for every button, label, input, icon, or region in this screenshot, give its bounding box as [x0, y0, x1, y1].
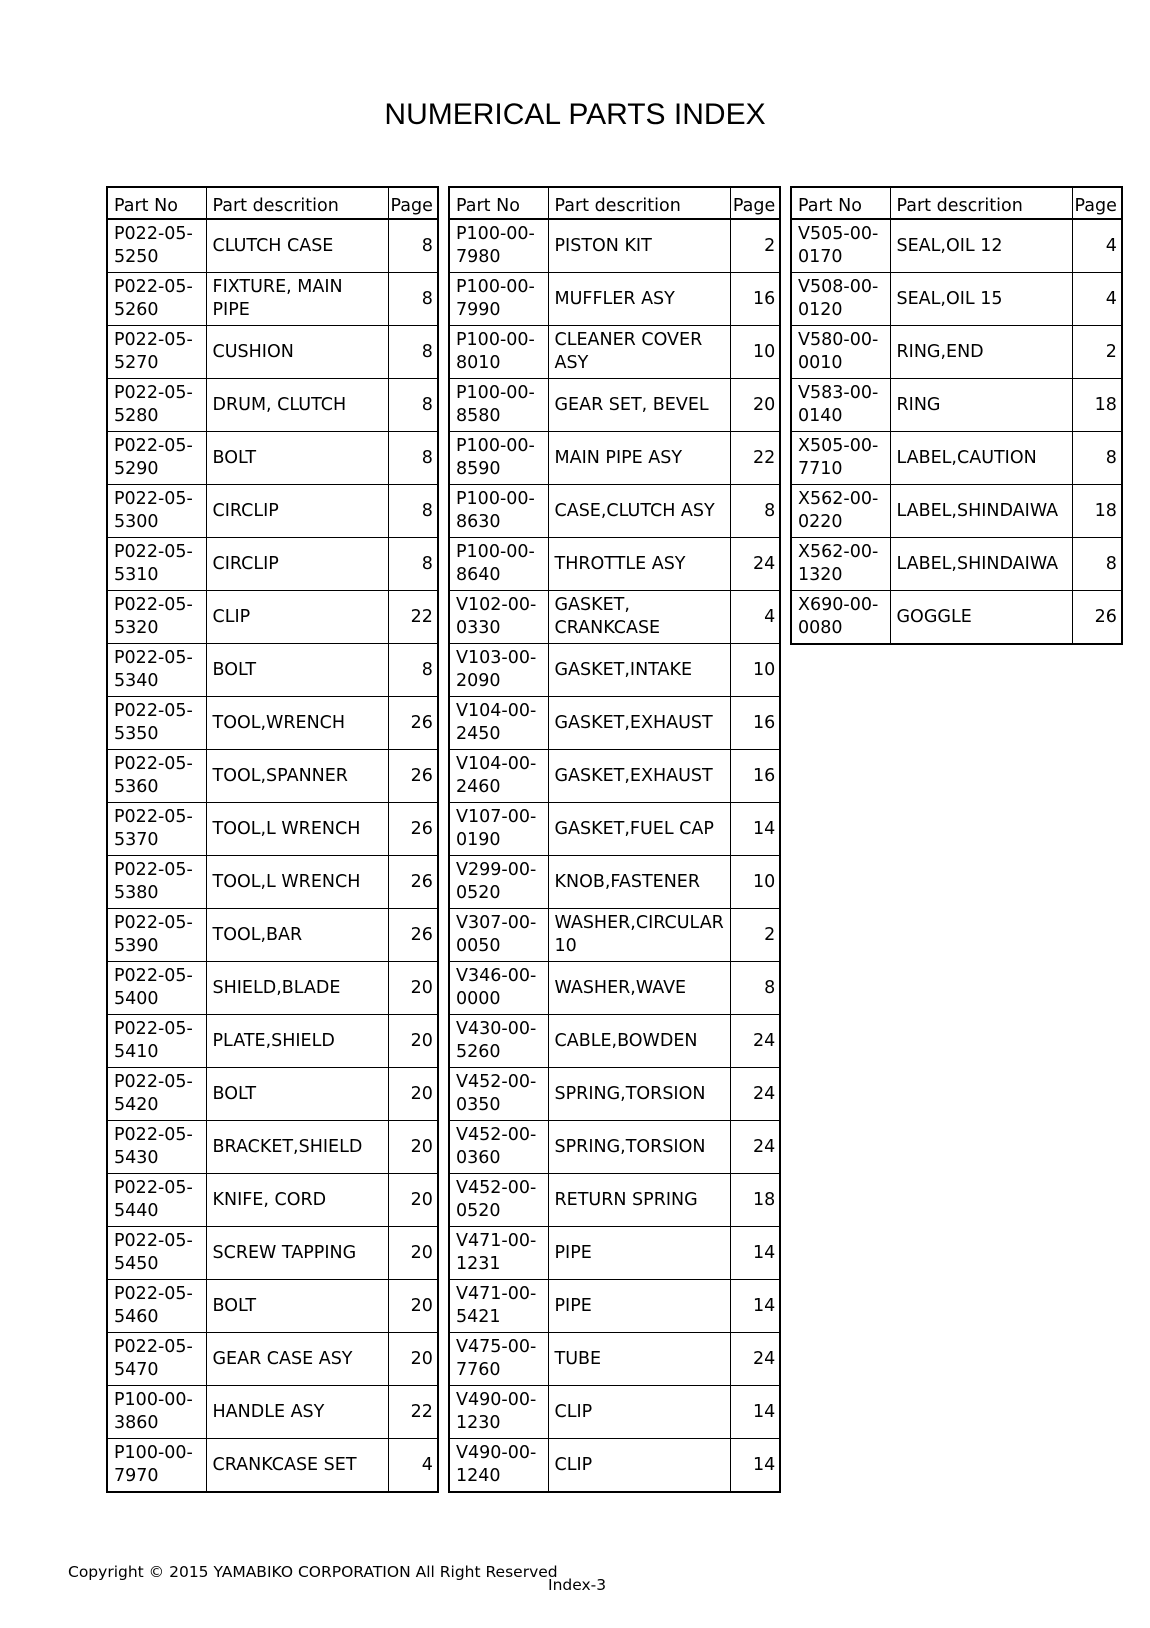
part-description-cell: BOLT	[206, 644, 388, 697]
page-cell: 8	[388, 219, 438, 273]
page-cell: 20	[388, 1068, 438, 1121]
page-cell: 4	[1072, 273, 1122, 326]
part-number-cell: P022-05-5260	[107, 273, 206, 326]
part-number-cell: P022-05-5250	[107, 219, 206, 273]
table-row	[107, 1227, 438, 1280]
part-description-cell: DRUM, CLUTCH	[206, 379, 388, 432]
table-row	[107, 1174, 438, 1227]
part-number-cell: V471-00-1231	[449, 1227, 548, 1280]
part-description-cell: BOLT	[206, 1068, 388, 1121]
part-description-cell: FIXTURE, MAIN PIPE	[206, 273, 388, 326]
page-cell: 16	[730, 750, 780, 803]
part-number-cell: X690-00-0080	[791, 591, 890, 645]
part-number-cell: P022-05-5420	[107, 1068, 206, 1121]
table-row	[449, 538, 780, 591]
table-row	[449, 1121, 780, 1174]
part-number-cell: P022-05-5340	[107, 644, 206, 697]
table-row	[107, 1015, 438, 1068]
part-description-cell: TOOL,WRENCH	[206, 697, 388, 750]
page-cell: 2	[1072, 326, 1122, 379]
part-number-cell: P022-05-5390	[107, 909, 206, 962]
table-row	[449, 1333, 780, 1386]
part-description-cell: GOGGLE	[890, 591, 1072, 645]
table-row	[449, 1068, 780, 1121]
page-cell: 18	[730, 1174, 780, 1227]
part-number-cell: P022-05-5300	[107, 485, 206, 538]
part-number-cell: P100-00-8580	[449, 379, 548, 432]
table-row	[107, 432, 438, 485]
page-cell: 8	[388, 485, 438, 538]
table-row	[449, 909, 780, 962]
part-number-cell: V430-00-5260	[449, 1015, 548, 1068]
header-row	[791, 187, 1122, 219]
header-part-description: Part descrition	[890, 187, 1072, 219]
page-cell: 14	[730, 1439, 780, 1493]
page-cell: 10	[730, 326, 780, 379]
part-number-cell: V490-00-1240	[449, 1439, 548, 1493]
part-description-cell: WASHER,WAVE	[548, 962, 730, 1015]
part-number-cell: P022-05-5310	[107, 538, 206, 591]
table-row	[449, 697, 780, 750]
table-row	[449, 750, 780, 803]
part-number-cell: P022-05-5270	[107, 326, 206, 379]
part-number-cell: P100-00-7990	[449, 273, 548, 326]
part-description-cell: CLUTCH CASE	[206, 219, 388, 273]
page-cell: 4	[730, 591, 780, 644]
part-number-cell: P100-00-8640	[449, 538, 548, 591]
part-number-cell: P022-05-5320	[107, 591, 206, 644]
page-cell: 26	[1072, 591, 1122, 645]
part-number-cell: P022-05-5470	[107, 1333, 206, 1386]
table-row	[791, 432, 1122, 485]
part-description-cell: GEAR SET, BEVEL	[548, 379, 730, 432]
page-cell: 18	[1072, 485, 1122, 538]
part-description-cell: TOOL,L WRENCH	[206, 803, 388, 856]
table-row	[449, 219, 780, 273]
part-number-cell: P100-00-8590	[449, 432, 548, 485]
part-description-cell: THROTTLE ASY	[548, 538, 730, 591]
part-number-cell: V583-00-0140	[791, 379, 890, 432]
table-row	[449, 1386, 780, 1439]
page-cell: 8	[730, 962, 780, 1015]
table-row	[107, 697, 438, 750]
part-description-cell: CUSHION	[206, 326, 388, 379]
table-row	[107, 485, 438, 538]
header-row	[449, 187, 780, 219]
header-page: Page	[1072, 187, 1122, 219]
header-part-description: Part descrition	[548, 187, 730, 219]
table-row	[107, 1333, 438, 1386]
part-number-cell: V471-00-5421	[449, 1280, 548, 1333]
table-row	[791, 273, 1122, 326]
part-description-cell: BOLT	[206, 1280, 388, 1333]
page-cell: 14	[730, 803, 780, 856]
part-description-cell: RING,END	[890, 326, 1072, 379]
table-row	[107, 909, 438, 962]
part-number-cell: X562-00-1320	[791, 538, 890, 591]
part-number-cell: P100-00-8010	[449, 326, 548, 379]
part-number-cell: P100-00-8630	[449, 485, 548, 538]
part-number-cell: P022-05-5380	[107, 856, 206, 909]
page-cell: 22	[730, 432, 780, 485]
page-cell: 26	[388, 856, 438, 909]
table-row	[449, 591, 780, 644]
part-description-cell: PIPE	[548, 1280, 730, 1333]
page-cell: 24	[730, 1068, 780, 1121]
part-number-cell: P022-05-5410	[107, 1015, 206, 1068]
part-description-cell: SPRING,TORSION	[548, 1121, 730, 1174]
page-cell: 20	[730, 379, 780, 432]
header-page: Page	[388, 187, 438, 219]
table-row	[107, 856, 438, 909]
part-description-cell: GASKET,INTAKE	[548, 644, 730, 697]
part-number-cell: P022-05-5430	[107, 1121, 206, 1174]
parts-table-col-1	[106, 186, 439, 1493]
part-description-cell: TOOL,BAR	[206, 909, 388, 962]
page-cell: 8	[730, 485, 780, 538]
part-number-cell: V104-00-2450	[449, 697, 548, 750]
part-number-cell: P022-05-5290	[107, 432, 206, 485]
part-number-cell: P022-05-5370	[107, 803, 206, 856]
table-row	[107, 644, 438, 697]
part-number-cell: V346-00-0000	[449, 962, 548, 1015]
page-cell: 8	[388, 273, 438, 326]
part-description-cell: TOOL,L WRENCH	[206, 856, 388, 909]
part-description-cell: TUBE	[548, 1333, 730, 1386]
table-row	[107, 1280, 438, 1333]
parts-table-col-3	[790, 186, 1123, 645]
part-description-cell: SEAL,OIL 15	[890, 273, 1072, 326]
part-description-cell: CIRCLIP	[206, 485, 388, 538]
part-number-cell: P022-05-5450	[107, 1227, 206, 1280]
part-description-cell: SCREW TAPPING	[206, 1227, 388, 1280]
page-cell: 10	[730, 856, 780, 909]
page-cell: 20	[388, 1333, 438, 1386]
part-number-cell: V508-00-0120	[791, 273, 890, 326]
table-row	[107, 591, 438, 644]
part-number-cell: P022-05-5360	[107, 750, 206, 803]
part-number-cell: P100-00-7970	[107, 1439, 206, 1493]
part-number-cell: V452-00-0350	[449, 1068, 548, 1121]
page-cell: 10	[730, 644, 780, 697]
part-number-cell: X505-00-7710	[791, 432, 890, 485]
table-row	[107, 1121, 438, 1174]
part-description-cell: GASKET, CRANKCASE	[548, 591, 730, 644]
page-cell: 20	[388, 962, 438, 1015]
page-cell: 26	[388, 750, 438, 803]
table-row	[449, 644, 780, 697]
part-description-cell: PIPE	[548, 1227, 730, 1280]
part-description-cell: SPRING,TORSION	[548, 1068, 730, 1121]
page-cell: 14	[730, 1386, 780, 1439]
page-cell: 4	[1072, 219, 1122, 273]
page-cell: 2	[730, 909, 780, 962]
page-cell: 22	[388, 1386, 438, 1439]
page-title: NUMERICAL PARTS INDEX	[384, 98, 766, 131]
part-number-cell: P100-00-3860	[107, 1386, 206, 1439]
page-cell: 2	[730, 219, 780, 273]
part-number-cell: X562-00-0220	[791, 485, 890, 538]
part-description-cell: LABEL,SHINDAIWA	[890, 485, 1072, 538]
table-row	[449, 1439, 780, 1493]
table-row	[107, 219, 438, 273]
header-part-description: Part descrition	[206, 187, 388, 219]
table-row	[791, 219, 1122, 273]
page-cell: 20	[388, 1227, 438, 1280]
part-description-cell: PISTON KIT	[548, 219, 730, 273]
page-cell: 26	[388, 909, 438, 962]
page-number: Index-3	[548, 1576, 607, 1594]
part-number-cell: V490-00-1230	[449, 1386, 548, 1439]
page-cell: 16	[730, 697, 780, 750]
table-row	[791, 485, 1122, 538]
part-number-cell: V299-00-0520	[449, 856, 548, 909]
part-description-cell: BOLT	[206, 432, 388, 485]
page-cell: 18	[1072, 379, 1122, 432]
page-cell: 16	[730, 273, 780, 326]
part-description-cell: PLATE,SHIELD	[206, 1015, 388, 1068]
part-description-cell: CLIP	[206, 591, 388, 644]
part-number-cell: P022-05-5400	[107, 962, 206, 1015]
part-description-cell: KNIFE, CORD	[206, 1174, 388, 1227]
page-cell: 20	[388, 1015, 438, 1068]
page-cell: 8	[388, 379, 438, 432]
part-description-cell: CRANKCASE SET	[206, 1439, 388, 1493]
part-number-cell: V104-00-2460	[449, 750, 548, 803]
part-description-cell: TOOL,SPANNER	[206, 750, 388, 803]
part-number-cell: V452-00-0360	[449, 1121, 548, 1174]
page-cell: 24	[730, 538, 780, 591]
table-row	[449, 326, 780, 379]
page-cell: 8	[388, 432, 438, 485]
part-number-cell: P022-05-5280	[107, 379, 206, 432]
page-cell: 22	[388, 591, 438, 644]
part-description-cell: GASKET,EXHAUST	[548, 697, 730, 750]
part-number-cell: V103-00-2090	[449, 644, 548, 697]
part-description-cell: MUFFLER ASY	[548, 273, 730, 326]
part-description-cell: CLIP	[548, 1439, 730, 1493]
part-description-cell: CABLE,BOWDEN	[548, 1015, 730, 1068]
part-description-cell: LABEL,SHINDAIWA	[890, 538, 1072, 591]
part-number-cell: V475-00-7760	[449, 1333, 548, 1386]
header-page: Page	[730, 187, 780, 219]
part-description-cell: MAIN PIPE ASY	[548, 432, 730, 485]
page-cell: 24	[730, 1121, 780, 1174]
header-part-no: Part No	[107, 187, 206, 219]
table-row	[449, 1227, 780, 1280]
page-cell: 14	[730, 1280, 780, 1333]
page-cell: 20	[388, 1121, 438, 1174]
page-cell: 4	[388, 1439, 438, 1493]
table-row	[449, 1015, 780, 1068]
part-description-cell: SHIELD,BLADE	[206, 962, 388, 1015]
header-part-no: Part No	[791, 187, 890, 219]
table-row	[107, 962, 438, 1015]
page-cell: 8	[1072, 432, 1122, 485]
part-description-cell: GEAR CASE ASY	[206, 1333, 388, 1386]
page-cell: 24	[730, 1015, 780, 1068]
part-number-cell: V102-00-0330	[449, 591, 548, 644]
part-description-cell: SEAL,OIL 12	[890, 219, 1072, 273]
table-row	[107, 803, 438, 856]
page-cell: 8	[388, 538, 438, 591]
table-row	[449, 1174, 780, 1227]
part-description-cell: CLEANER COVER ASY	[548, 326, 730, 379]
part-description-cell: BRACKET,SHIELD	[206, 1121, 388, 1174]
page-cell: 26	[388, 803, 438, 856]
table-row	[107, 379, 438, 432]
page-cell: 8	[388, 644, 438, 697]
part-number-cell: P022-05-5440	[107, 1174, 206, 1227]
part-number-cell: V307-00-0050	[449, 909, 548, 962]
part-number-cell: V505-00-0170	[791, 219, 890, 273]
table-row	[449, 273, 780, 326]
table-row	[449, 379, 780, 432]
part-description-cell: CIRCLIP	[206, 538, 388, 591]
table-row	[449, 962, 780, 1015]
part-number-cell: V107-00-0190	[449, 803, 548, 856]
part-description-cell: KNOB,FASTENER	[548, 856, 730, 909]
table-row	[791, 538, 1122, 591]
part-number-cell: P022-05-5460	[107, 1280, 206, 1333]
table-row	[107, 1439, 438, 1493]
part-description-cell: HANDLE ASY	[206, 1386, 388, 1439]
table-row	[449, 803, 780, 856]
part-description-cell: GASKET,EXHAUST	[548, 750, 730, 803]
table-row	[107, 750, 438, 803]
part-number-cell: V452-00-0520	[449, 1174, 548, 1227]
page-cell: 14	[730, 1227, 780, 1280]
table-row	[449, 856, 780, 909]
part-number-cell: P022-05-5350	[107, 697, 206, 750]
page-cell: 20	[388, 1280, 438, 1333]
table-row	[449, 1280, 780, 1333]
table-row	[107, 1068, 438, 1121]
table-row	[449, 432, 780, 485]
part-number-cell: P100-00-7980	[449, 219, 548, 273]
part-description-cell: CASE,CLUTCH ASY	[548, 485, 730, 538]
page-cell: 26	[388, 697, 438, 750]
header-part-no: Part No	[449, 187, 548, 219]
part-description-cell: WASHER,CIRCULAR 10	[548, 909, 730, 962]
table-row	[107, 273, 438, 326]
page-cell: 20	[388, 1174, 438, 1227]
part-description-cell: RING	[890, 379, 1072, 432]
page-cell: 8	[388, 326, 438, 379]
header-row	[107, 187, 438, 219]
page-cell: 8	[1072, 538, 1122, 591]
part-description-cell: GASKET,FUEL CAP	[548, 803, 730, 856]
table-row	[107, 326, 438, 379]
table-row	[449, 485, 780, 538]
part-description-cell: CLIP	[548, 1386, 730, 1439]
page-cell: 24	[730, 1333, 780, 1386]
parts-table-col-2	[448, 186, 781, 1493]
table-row	[791, 591, 1122, 645]
part-description-cell: LABEL,CAUTION	[890, 432, 1072, 485]
table-row	[791, 326, 1122, 379]
table-row	[107, 538, 438, 591]
table-row	[791, 379, 1122, 432]
table-row	[107, 1386, 438, 1439]
part-description-cell: RETURN SPRING	[548, 1174, 730, 1227]
part-number-cell: V580-00-0010	[791, 326, 890, 379]
copyright-notice: Copyright © 2015 YAMABIKO CORPORATION All Right Reserved	[68, 1563, 558, 1581]
